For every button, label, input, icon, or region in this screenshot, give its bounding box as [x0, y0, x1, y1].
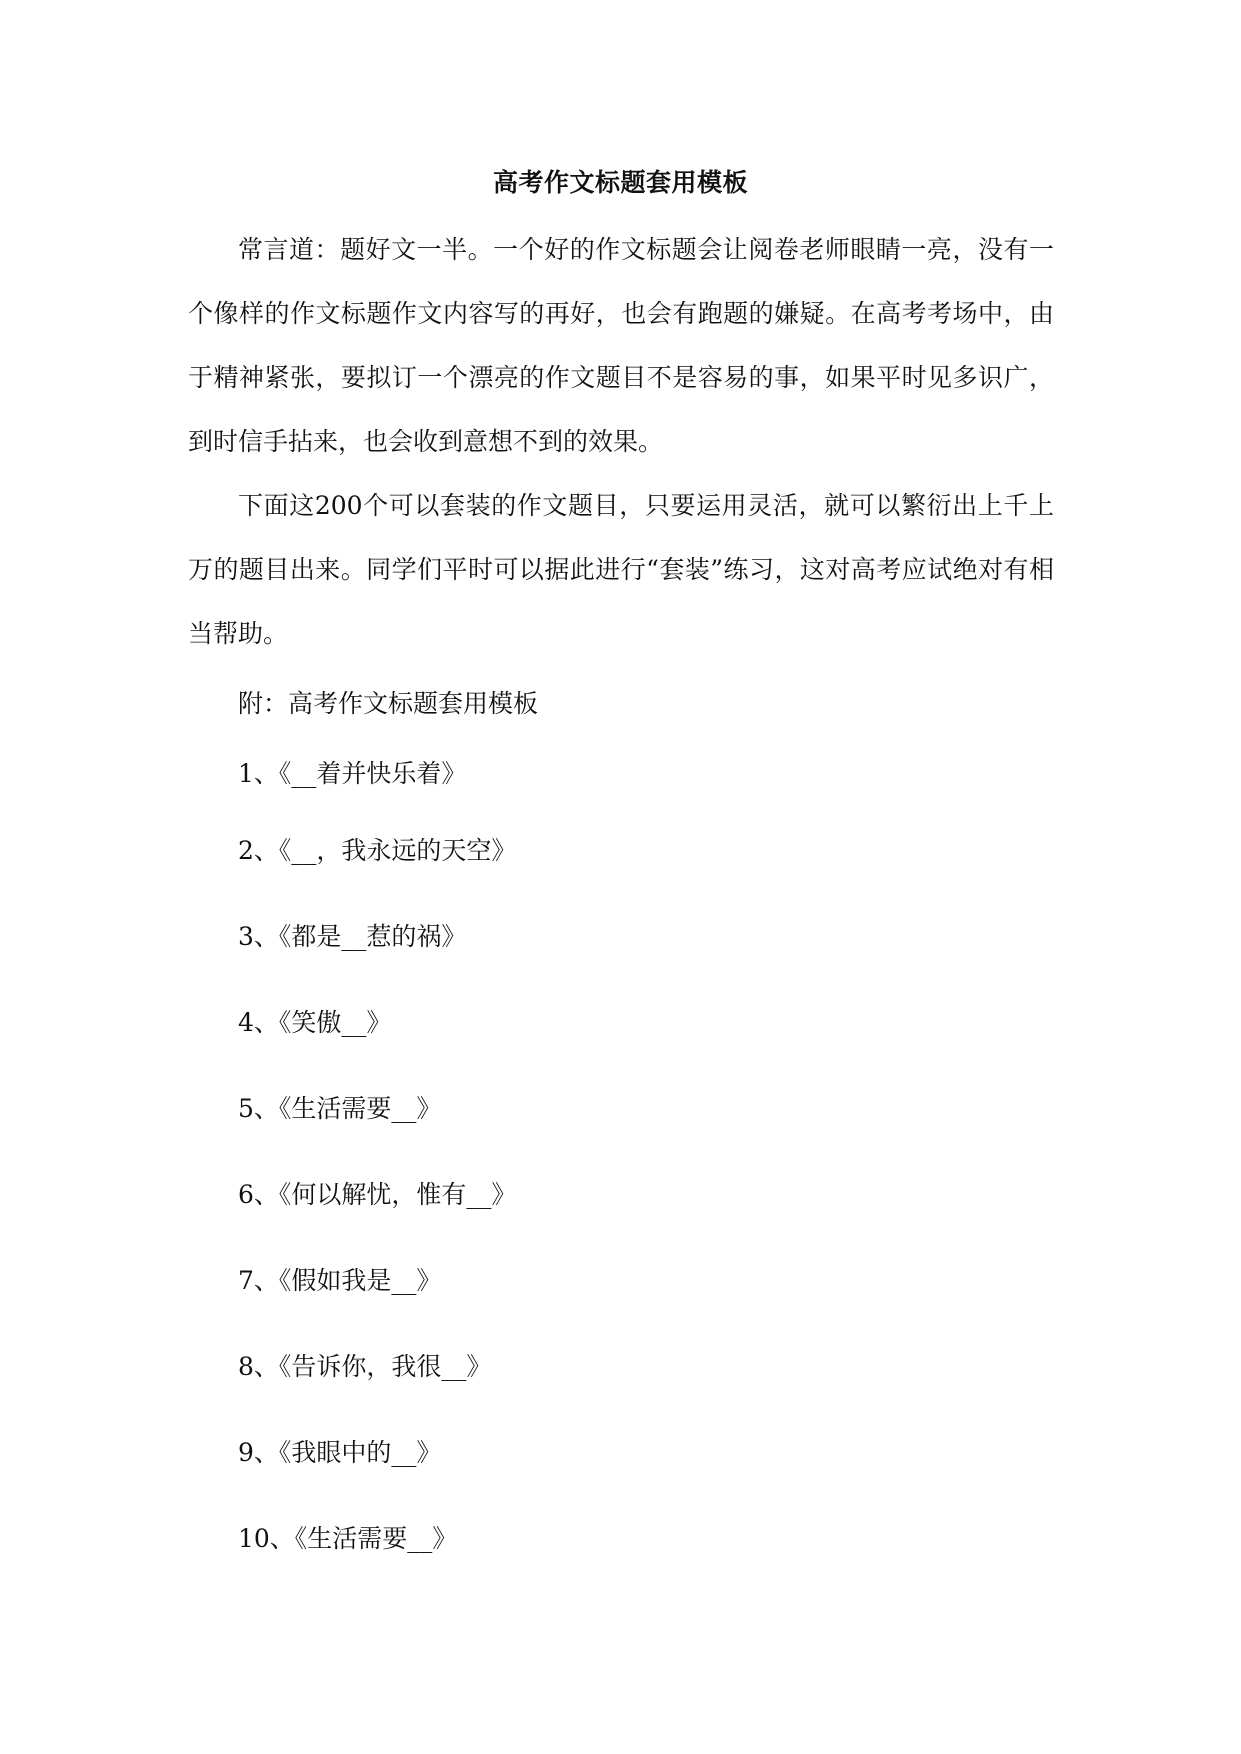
list-item: 2、《__，我永远的天空》: [238, 836, 517, 865]
list-item: 4、《笑傲__》: [238, 1008, 392, 1037]
list-item: 1、《__着并快乐着》: [238, 759, 467, 788]
list-item: 9、《我眼中的__》: [238, 1438, 442, 1467]
list-item: 5、《生活需要__》: [238, 1094, 442, 1123]
list-item: 7、《假如我是__》: [238, 1266, 442, 1295]
list-item: 3、《都是__惹的祸》: [238, 922, 467, 951]
appendix-heading: 附：高考作文标题套用模板: [238, 689, 539, 718]
description-paragraph: 下面这200个可以套装的作文题目，只要运用灵活，就可以繁衍出上千上万的题目出来。同学们平时可以据此进行“套装”练习，这对高考应试绝对有相当帮助。: [188, 491, 1054, 648]
document-title: 高考作文标题套用模板: [492, 168, 748, 197]
intro-paragraph: 常言道：题好文一半。一个好的作文标题会让阅卷老师眼睛一亮，没有一个像样的作文标题作文内容写的再好，也会有跑题的嫌疑。在高考考场中，由于精神紧张，要拟订一个漂亮的作文题目不是容易的事，如果平时见多识广，到时信手拈来，也会收到意想不到的效果。: [188, 235, 1054, 456]
list-item: 8、《告诉你，我很__》: [238, 1352, 492, 1381]
list-item: 6、《何以解忧，惟有__》: [238, 1180, 517, 1209]
list-item: 10、《生活需要__》: [238, 1524, 458, 1553]
